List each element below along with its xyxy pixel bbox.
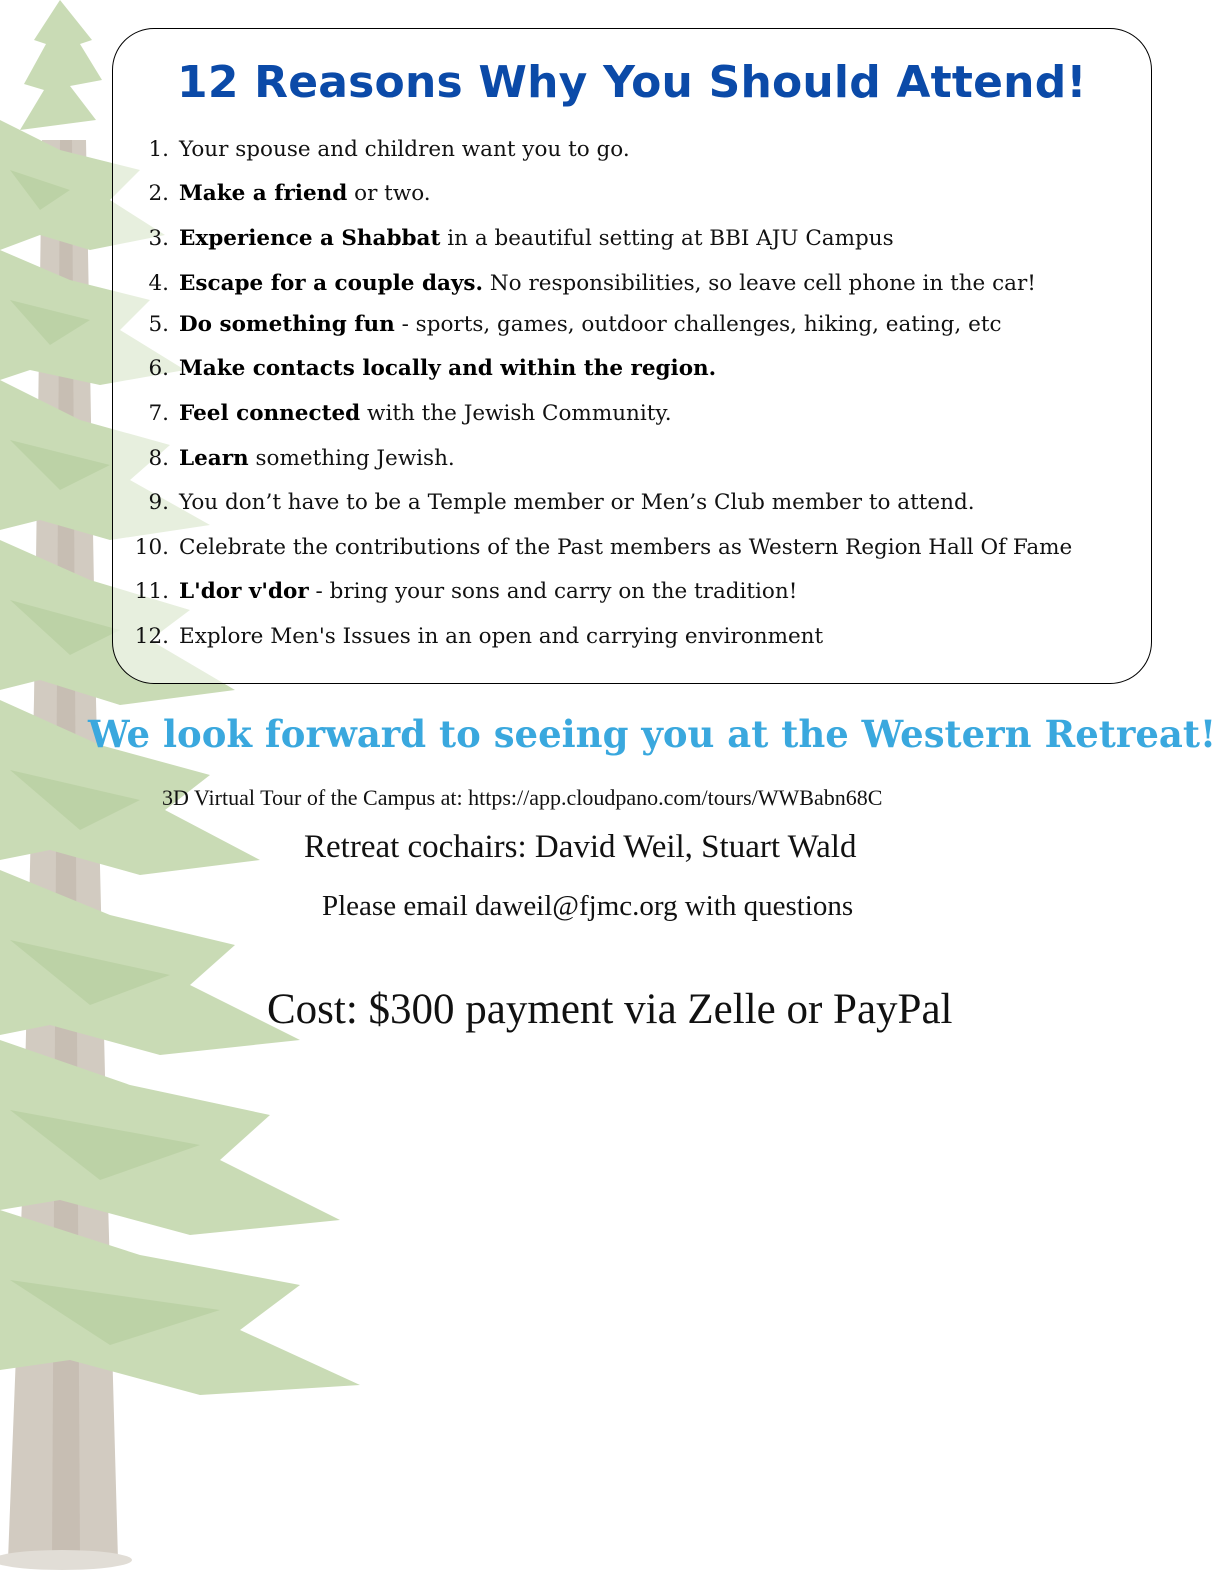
reason-item: 4. Escape for a couple days. No responsibilities, so leave cell phone in the car! bbox=[148, 271, 1036, 296]
cost-line: Cost: $300 payment via Zelle or PayPal bbox=[267, 986, 953, 1033]
reason-item: 1. Your spouse and children want you to go. bbox=[148, 137, 630, 162]
reason-item: 9. You don’t have to be a Temple member or Men’s Club member to attend. bbox=[148, 490, 975, 515]
cochairs-line: Retreat cochairs: David Weil, Stuart Wald bbox=[304, 829, 857, 865]
reason-item: 8. Learn something Jewish. bbox=[148, 446, 455, 471]
reason-item: 10. Celebrate the contributions of the Past members as Western Region Hall Of Fame bbox=[134, 535, 1073, 560]
reason-item: 3. Experience a Shabbat in a beautiful setting at BBI AJU Campus bbox=[148, 226, 894, 251]
reason-item: 11. L'dor v'dor - bring your sons and carry on the tradition! bbox=[134, 579, 798, 604]
reason-item: 2. Make a friend or two. bbox=[148, 181, 431, 206]
reasons-box bbox=[112, 28, 1152, 684]
reason-item: 12. Explore Men's Issues in an open and carrying environment bbox=[134, 624, 824, 649]
closing-line: We look forward to seeing you at the Western Retreat! bbox=[88, 712, 1217, 756]
reason-item: 5. Do something fun - sports, games, outdoor challenges, hiking, eating, etc bbox=[148, 312, 1002, 337]
reason-item: 7. Feel connected with the Jewish Community. bbox=[148, 401, 672, 426]
email-line: Please email daweil@fjmc.org with questions bbox=[322, 890, 854, 922]
box-title: 12 Reasons Why You Should Attend! bbox=[177, 57, 1087, 108]
reason-item: 6. Make contacts locally and within the region. bbox=[148, 356, 717, 381]
virtual-tour-line: 3D Virtual Tour of the Campus at: https://app.cloudpano.com/tours/WWBabn68C bbox=[162, 785, 883, 810]
